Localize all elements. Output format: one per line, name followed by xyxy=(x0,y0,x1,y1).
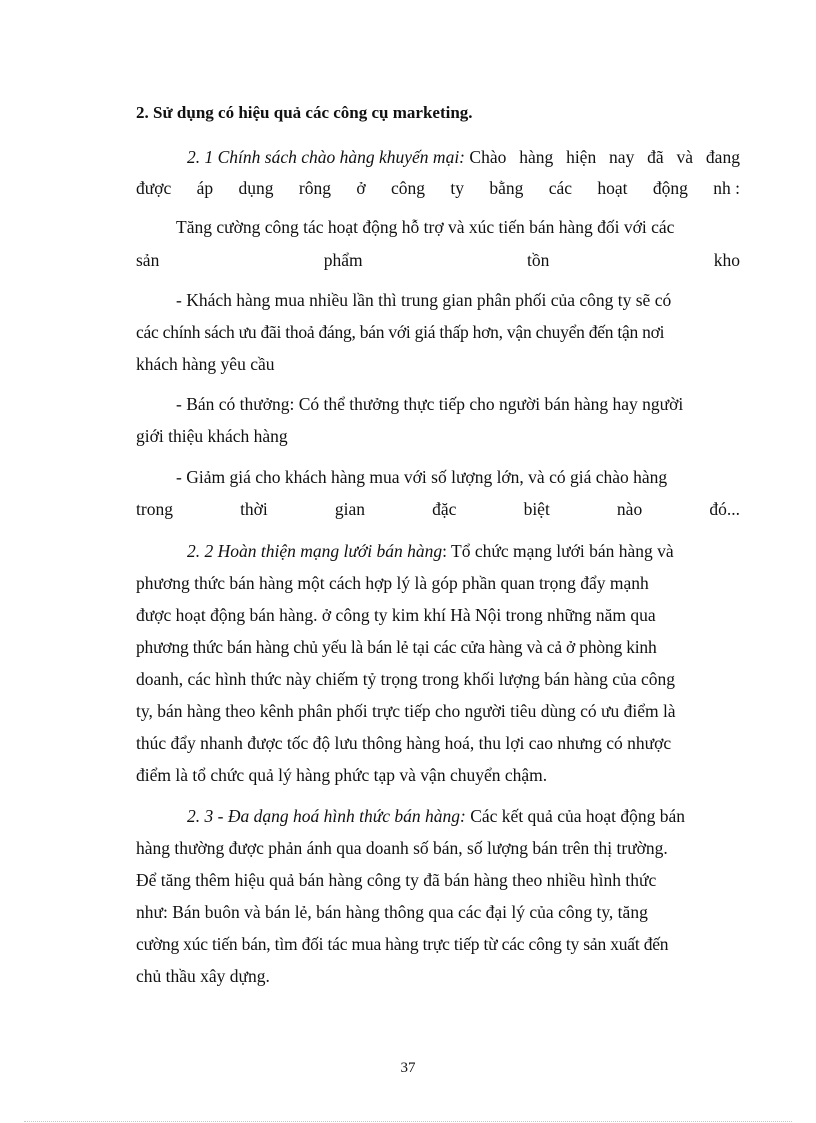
paragraph-2-1-line-1: 2. 1 Chính sách chào hàng khuyến mại: Chào hàng hiện nay đã và đang xyxy=(187,147,740,167)
bullet-repeat-customers-line-3: khách hàng yêu cầu xyxy=(136,354,275,374)
paragraph-promotion-line-1: Tăng cường công tác hoạt động hỗ trợ và xúc tiến bán hàng đối với các xyxy=(176,217,675,237)
paragraph-2-2-line-5: doanh, các hình thức này chiếm tỷ trọng trong khối lượng bán hàng của công xyxy=(136,669,675,689)
page-number: 37 xyxy=(400,1060,416,1076)
paragraph-2-2-line-1: 2. 2 Hoàn thiện mạng lưới bán hàng: Tổ chức mạng lưới bán hàng và xyxy=(187,541,674,561)
bullet-discount-line-2: trong thời gian đặc biệt nào đó... xyxy=(136,499,740,519)
paragraph-2-3-line-2: hàng thường được phản ánh qua doanh số bán, số lượng bán trên thị trường. xyxy=(136,838,668,858)
bullet-repeat-customers-line-1: - Khách hàng mua nhiều lần thì trung gian phân phối của công ty sẽ có xyxy=(176,290,672,310)
paragraph-2-1-line-2: được áp dụng rông ở công ty bằng các hoạt động nh : xyxy=(136,178,740,198)
bullet-repeat-customers-line-2: các chính sách ưu đãi thoả đáng, bán với giá thấp hơn, vận chuyển đến tận nơi xyxy=(136,322,665,342)
paragraph-2-3-line-1: 2. 3 - Đa dạng hoá hình thức bán hàng: Các kết quả của hoạt động bán xyxy=(187,806,686,826)
paragraph-2-2-line-4: phương thức bán hàng chủ yếu là bán lẻ tại các cửa hàng và cả ở phòng kinh xyxy=(136,637,657,657)
paragraph-2-2-line-2: phương thức bán hàng một cách hợp lý là góp phần quan trọng đẩy mạnh xyxy=(136,573,649,593)
subsection-title-2-3: 2. 3 - Đa dạng hoá hình thức bán hàng: xyxy=(187,806,466,826)
page-bottom-divider xyxy=(24,1121,792,1122)
subsection-title-2-2: 2. 2 Hoàn thiện mạng lưới bán hàng xyxy=(187,541,443,561)
subsection-title-2-1: 2. 1 Chính sách chào hàng khuyến mại: Chào xyxy=(187,147,507,167)
bullet-reward-sales-line-1: - Bán có thưởng: Có thể thưởng thực tiếp cho người bán hàng hay người xyxy=(176,394,684,414)
paragraph-2-2-line-3: được hoạt động bán hàng. ở công ty kim khí Hà Nội trong những năm qua xyxy=(136,605,656,625)
section-heading: 2. Sử dụng có hiệu quả các công cụ marketing. xyxy=(136,103,473,122)
paragraph-2-2-line-6: ty, bán hàng theo kênh phân phối trực tiếp cho người tiêu dùng có ưu điểm là xyxy=(136,701,676,721)
paragraph-promotion-line-2: sản phẩm tồn kho xyxy=(136,250,740,270)
paragraph-2-2-line-8: điểm là tổ chức quả lý hàng phức tạp và vận chuyển chậm. xyxy=(136,765,548,785)
paragraph-2-3-line-5: cường xúc tiến bán, tìm đối tác mua hàng trực tiếp từ các công ty sản xuất đến xyxy=(136,934,669,954)
paragraph-2-3-line-3: Để tăng thêm hiệu quả bán hàng công ty đã bán hàng theo nhiều hình thức xyxy=(136,870,657,890)
bullet-reward-sales-line-2: giới thiệu khách hàng xyxy=(136,426,288,446)
bullet-discount-line-1: - Giảm giá cho khách hàng mua với số lượng lớn, và có giá chào hàng xyxy=(176,467,668,487)
paragraph-2-3-line-6: chủ thầu xây dựng. xyxy=(136,966,270,986)
paragraph-2-3-line-4: như: Bán buôn và bán lẻ, bán hàng thông qua các đại lý của công ty, tăng xyxy=(136,902,648,922)
paragraph-2-2-line-7: thúc đẩy nhanh được tốc độ lưu thông hàng hoá, thu lợi cao nhưng có nhược xyxy=(136,733,672,753)
